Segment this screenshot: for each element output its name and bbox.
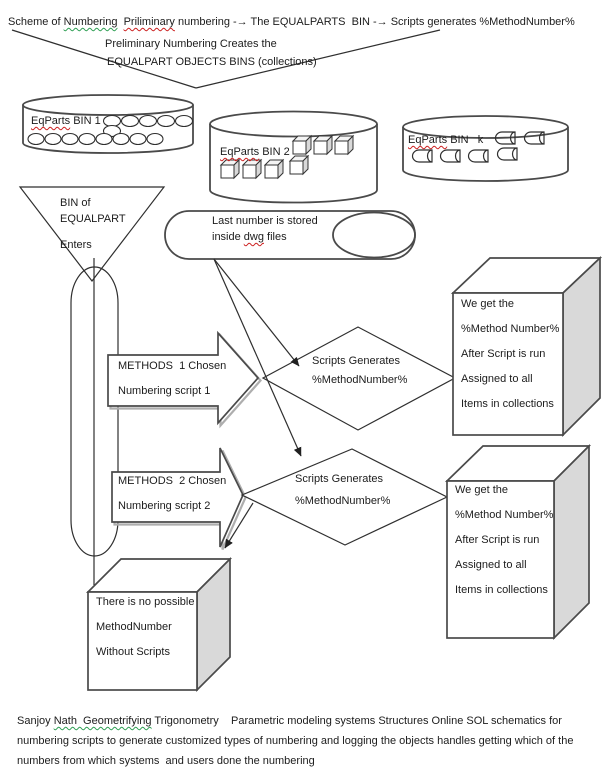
subtitle-line1: Preliminary Numbering Creates the (105, 38, 277, 50)
dwg-note-line1: Last number is stored (212, 215, 318, 227)
bin1-label (31, 115, 101, 128)
bin3-label-rest: BIN k (447, 134, 484, 146)
footer-post: Trigonometry Parametric modeling systems Structures Online SOL schematics for (151, 715, 562, 727)
funnel-text-line3: Enters (60, 239, 92, 251)
dwg-note-line2-post: files (263, 231, 287, 243)
bin1-label-eqparts: EqParts (31, 115, 71, 127)
method1-block-arrow (108, 333, 261, 426)
bin3-cylinder (403, 116, 568, 181)
funnel-stem-capsule (71, 258, 118, 585)
title-suffix: numbering -→ The EQUALPARTS BIN -→ Scripts generates %MethodNumber% (174, 16, 575, 28)
footer-line2: numbering scripts to generate customized types of numbering and logging the objects handles getting which of the (17, 735, 574, 747)
method2-block-arrow (112, 448, 246, 550)
noscript-line2: MethodNumber (96, 621, 172, 633)
result1-line5: Items in collections (461, 398, 554, 410)
footer-wavy: Nath Geometrifying (53, 715, 152, 727)
result1-line3: After Script is run (461, 348, 546, 360)
diamond2-line1: Scripts Generates (295, 473, 384, 485)
diamond2-line2: %MethodNumber% (295, 495, 391, 507)
method2-line1: METHODS 2 Chosen (118, 475, 227, 487)
footer-line1 (17, 715, 562, 728)
result1-line2: %Method Number% (461, 323, 560, 335)
method1-line1: METHODS 1 Chosen (118, 360, 227, 372)
bin3-label (408, 134, 483, 147)
diamond1-line2: %MethodNumber% (312, 374, 408, 386)
title-word-priliminary: Priliminary (123, 16, 175, 28)
diamond1-line1: Scripts Generates (312, 355, 401, 367)
result2-line5: Items in collections (455, 584, 548, 596)
method2-line2: Numbering script 2 (118, 500, 211, 512)
dwg-note-line2-pre: inside (212, 231, 244, 243)
title-prefix: Scheme of (8, 16, 64, 28)
bin3-label-eqparts: EqParts (408, 134, 448, 146)
funnel-text-line1: BIN of (60, 197, 91, 209)
bin2-label-eqparts: EqParts (220, 146, 260, 158)
result2-line3: After Script is run (455, 534, 540, 546)
subtitle-line2: EQUALPART OBJECTS BINS (collections) (107, 56, 317, 68)
noscript-line1: There is no possible (96, 596, 195, 608)
dwg-note-line2 (212, 231, 287, 244)
result2-line1: We get the (455, 484, 508, 496)
bin2-label-rest: BIN 2 (259, 146, 290, 158)
bin2-label (220, 146, 290, 159)
result2-line2: %Method Number% (455, 509, 554, 521)
dwg-note-word-dwg: dwg (243, 231, 264, 243)
result1-line4: Assigned to all (461, 373, 533, 385)
page-title (8, 16, 575, 29)
footer-line3: numbers from which systems and users done the numbering (17, 755, 315, 767)
method1-line2: Numbering script 1 (118, 385, 211, 397)
result1-line1: We get the (461, 298, 514, 310)
title-word-numbering: Numbering (63, 16, 118, 28)
result2-line4: Assigned to all (455, 559, 527, 571)
noscript-line3: Without Scripts (96, 646, 170, 658)
funnel-text-line2: EQUALPART (60, 213, 126, 225)
footer-pre: Sanjoy (17, 715, 54, 727)
bin1-label-rest: BIN 1 (70, 115, 101, 127)
